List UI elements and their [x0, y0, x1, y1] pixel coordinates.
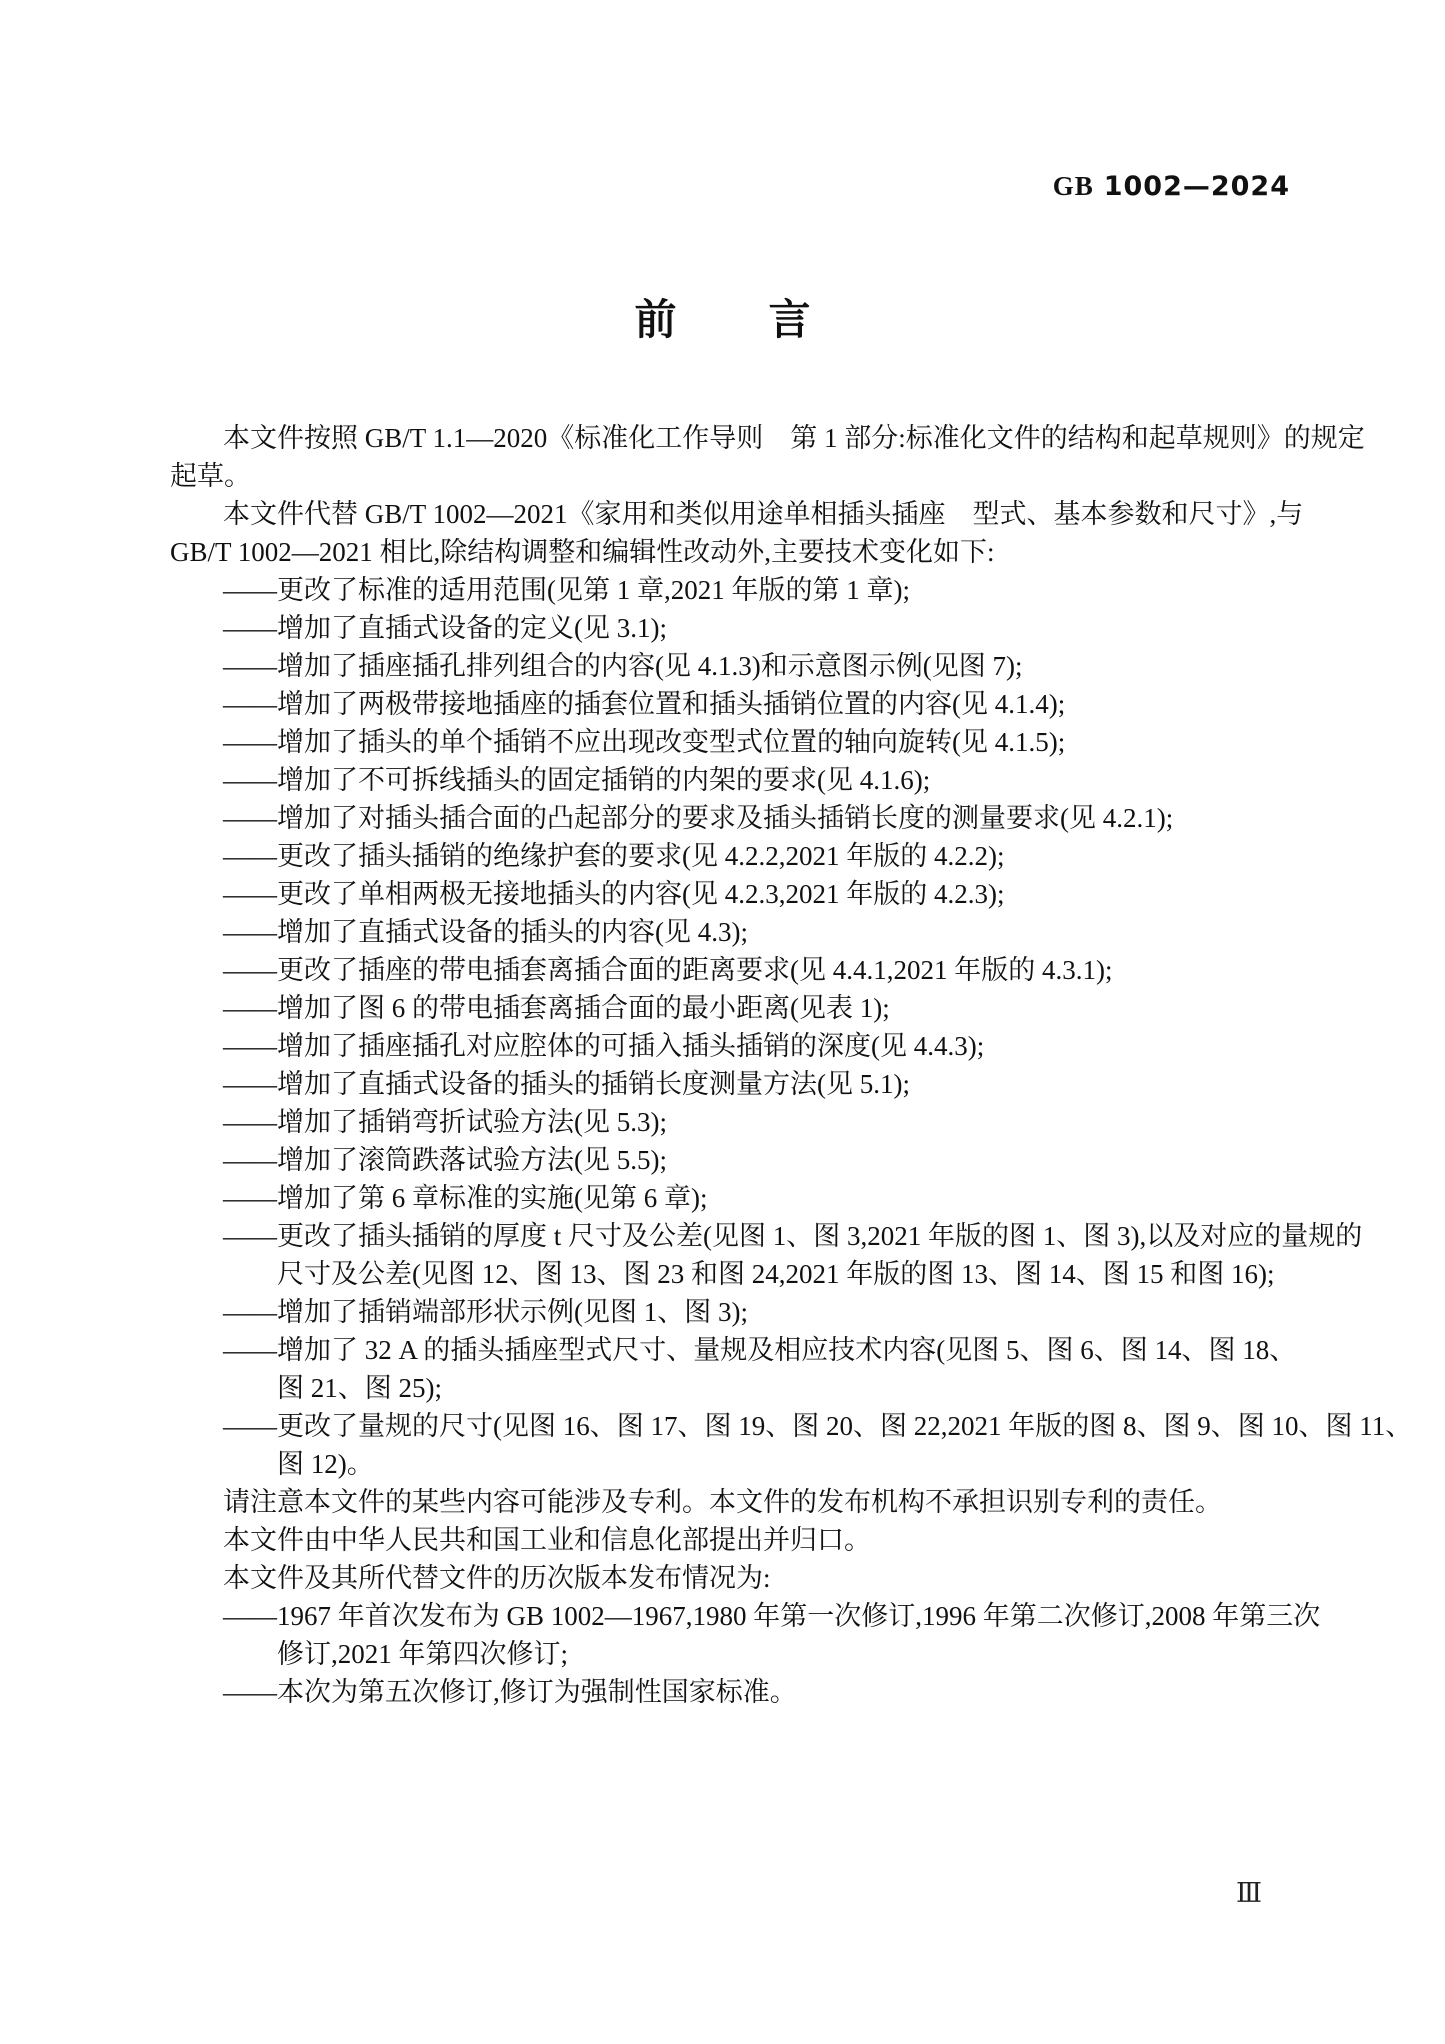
page-number: Ⅲ	[1235, 1878, 1262, 1909]
text-line: 本文件按照 GB/T 1.1—2020《标准化工作导则 第 1 部分:标准化文件的结构和起草规则》的规定	[223, 423, 1365, 453]
text-line: 请注意本文件的某些内容可能涉及专利。本文件的发布机构不承担识别专利的责任。	[223, 1487, 1222, 1517]
text-line: ——更改了插头插销的厚度 t 尺寸及公差(见图 1、图 3,2021 年版的图 1、图 3),以及对应的量规的	[223, 1221, 1363, 1251]
text-line: ——更改了标准的适用范围(见第 1 章,2021 年版的第 1 章);	[223, 575, 910, 605]
text-line: ——增加了直插式设备的插头的内容(见 4.3);	[223, 917, 748, 947]
text-line: ——增加了两极带接地插座的插套位置和插头插销位置的内容(见 4.1.4);	[223, 689, 1066, 719]
page-title	[0, 297, 1445, 343]
text-line: ——增加了插头的单个插销不应出现改变型式位置的轴向旋转(见 4.1.5);	[223, 727, 1066, 757]
text-line: ——增加了插座插孔对应腔体的可插入插头插销的深度(见 4.4.3);	[223, 1031, 985, 1061]
text-line: ——增加了第 6 章标准的实施(见第 6 章);	[223, 1183, 708, 1213]
text-line: 图 12)。	[277, 1449, 374, 1479]
text-line: ——增加了对插头插合面的凸起部分的要求及插头插销长度的测量要求(见 4.2.1);	[223, 803, 1174, 833]
text-line: 修订,2021 年第四次修订;	[277, 1639, 569, 1669]
standard-code-prefix: GB	[1052, 171, 1094, 201]
text-line: ——更改了量规的尺寸(见图 16、图 17、图 19、图 20、图 22,2021 年版的图 8、图 9、图 10、图 11、	[223, 1411, 1413, 1441]
text-line: ——更改了单相两极无接地插头的内容(见 4.2.3,2021 年版的 4.2.3);	[223, 879, 1005, 909]
text-line: ——增加了插销端部形状示例(见图 1、图 3);	[223, 1297, 748, 1327]
text-line: GB/T 1002—2021 相比,除结构调整和编辑性改动外,主要技术变化如下:	[170, 537, 995, 567]
text-line: 起草。	[170, 461, 251, 491]
text-line: 本文件代替 GB/T 1002—2021《家用和类似用途单相插头插座 型式、基本参数和尺寸》,与	[223, 499, 1304, 529]
text-line: ——增加了滚筒跌落试验方法(见 5.5);	[223, 1145, 667, 1175]
text-line: 尺寸及公差(见图 12、图 13、图 23 和图 24,2021 年版的图 13、图 14、图 15 和图 16);	[277, 1259, 1275, 1289]
foreword-body	[170, 419, 1413, 1711]
text-line: ——增加了直插式设备的定义(见 3.1);	[223, 613, 667, 643]
text-line: ——1967 年首次发布为 GB 1002—1967,1980 年第一次修订,1996 年第二次修订,2008 年第三次	[223, 1601, 1321, 1631]
text-line: 图 21、图 25);	[277, 1373, 442, 1403]
text-line: ——增加了 32 A 的插头插座型式尺寸、量规及相应技术内容(见图 5、图 6、图 14、图 18、	[223, 1335, 1297, 1365]
text-line: ——增加了直插式设备的插头的插销长度测量方法(见 5.1);	[223, 1069, 910, 1099]
page-title-char-2: 言	[768, 296, 811, 343]
text-line: 本文件及其所代替文件的历次版本发布情况为:	[223, 1563, 771, 1593]
text-line: ——增加了插座插孔排列组合的内容(见 4.1.3)和示意图示例(见图 7);	[223, 651, 1023, 681]
standard-code	[1053, 171, 1290, 202]
text-line: ——增加了不可拆线插头的固定插销的内架的要求(见 4.1.6);	[223, 765, 931, 795]
text-line: 本文件由中华人民共和国工业和信息化部提出并归口。	[223, 1525, 871, 1555]
standard-code-number: 1002—2024	[1103, 171, 1290, 202]
text-line: ——增加了插销弯折试验方法(见 5.3);	[223, 1107, 667, 1137]
text-line: ——更改了插座的带电插套离插合面的距离要求(见 4.4.1,2021 年版的 4.3.1);	[223, 955, 1113, 985]
text-line: ——更改了插头插销的绝缘护套的要求(见 4.2.2,2021 年版的 4.2.2);	[223, 841, 1005, 871]
page-title-char-1: 前	[634, 296, 677, 343]
text-line: ——增加了图 6 的带电插套离插合面的最小距离(见表 1);	[223, 993, 890, 1023]
text-line: ——本次为第五次修订,修订为强制性国家标准。	[223, 1677, 797, 1707]
